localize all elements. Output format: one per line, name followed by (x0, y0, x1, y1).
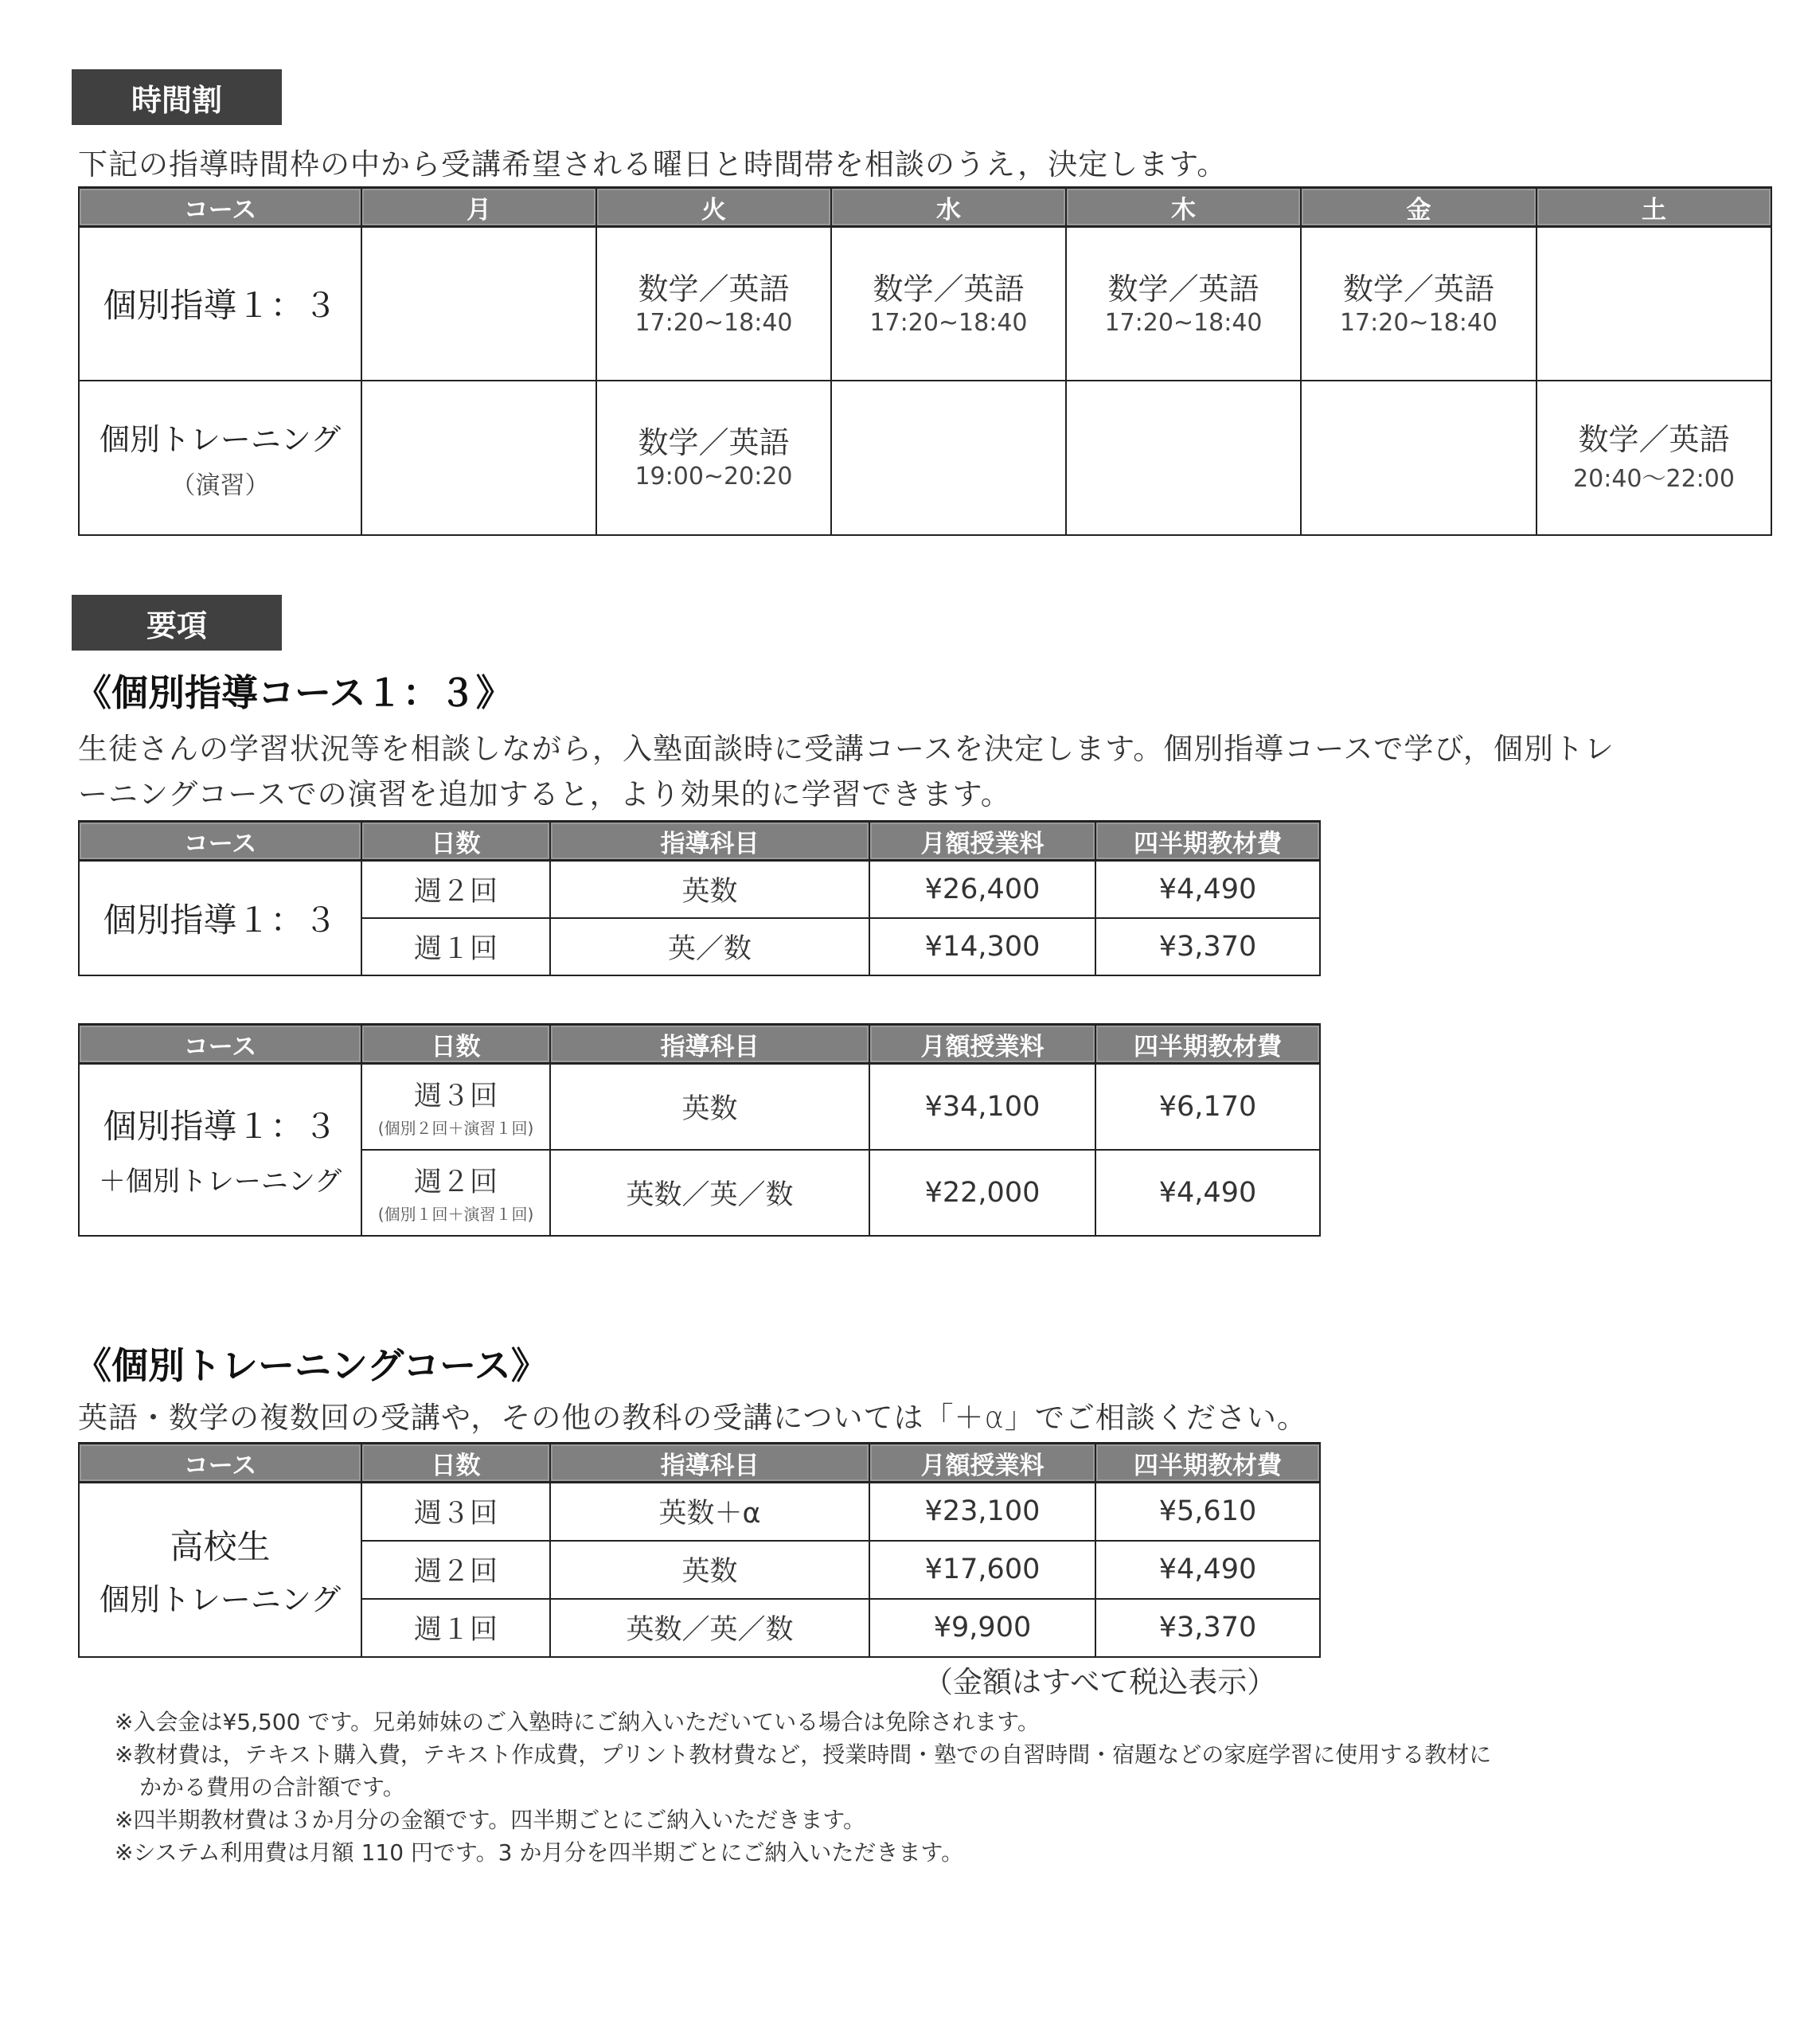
header-days: 日数 (361, 822, 550, 861)
timetable-row (79, 227, 1771, 381)
days-cell (361, 1064, 550, 1150)
course2-description: 英語・数学の複数回の受講や，その他の教科の受講については「＋α」でご相談ください。 (78, 1401, 1307, 1435)
fee-table-individual (78, 820, 1321, 976)
days-cell (361, 1150, 550, 1236)
footnote-material-fee-continued: かかる費用の合計額です。 (139, 1774, 405, 1800)
slot-subject: 数学／英語 (638, 272, 790, 307)
header-tue: 火 (596, 188, 831, 227)
monthly-fee-cell: ¥34,100 (869, 1064, 1095, 1150)
slot-cell (361, 381, 596, 535)
slot-time: 17:20~18:40 (635, 308, 793, 337)
fee-table-header-row (79, 822, 1320, 861)
header-fri: 金 (1301, 188, 1537, 227)
table-row (79, 861, 1320, 918)
subjects-cell: 英数 (550, 1541, 869, 1599)
course-grade: 高校生 (170, 1526, 271, 1566)
monthly-fee-cell: ¥23,100 (869, 1483, 1095, 1541)
course-name: 個別指導１：３ (103, 286, 338, 326)
material-fee-cell: ¥4,490 (1095, 1150, 1320, 1236)
header-subjects: 指導科目 (550, 1444, 869, 1483)
fee-table-training (78, 1442, 1321, 1658)
days-cell: 週１回 (361, 918, 550, 975)
course-cell (79, 1064, 361, 1236)
fee-table-header-row (79, 1444, 1320, 1483)
slot-subject: 数学／英語 (1107, 272, 1259, 307)
course-cell (79, 381, 361, 535)
header-monthly-fee: 月額授業料 (869, 1444, 1095, 1483)
section-label-timetable: 時間割 (72, 69, 282, 125)
slot-cell (1301, 227, 1537, 381)
footnote-entrance-fee: ※入会金は¥5,500 です。兄弟姉妹のご入塾時にご納入いただいている場合は免除されます。 (115, 1709, 1040, 1735)
course-name-addon: ＋個別トレーニング (98, 1166, 342, 1198)
slot-subject: 数学／英語 (1342, 272, 1494, 307)
course-cell (79, 861, 361, 975)
material-fee-cell: ¥6,170 (1095, 1064, 1320, 1150)
timetable-intro: 下記の指導時間枠の中から受講希望される曜日と時間帯を相談のうえ，決定します。 (78, 147, 1228, 182)
header-course: コース (79, 1025, 361, 1064)
course-subtitle: （演習） (170, 471, 270, 500)
course-cell (79, 1483, 361, 1657)
monthly-fee-cell: ¥14,300 (869, 918, 1095, 975)
slot-time: 17:20~18:40 (1339, 308, 1498, 337)
monthly-fee-cell: ¥9,900 (869, 1599, 1095, 1657)
days-cell: 週２回 (361, 1541, 550, 1599)
monthly-fee-cell: ¥22,000 (869, 1150, 1095, 1236)
days-value: 週３回 (413, 1081, 498, 1113)
footnotes (115, 1706, 1491, 1869)
course-cell (79, 227, 361, 381)
material-fee-cell: ¥3,370 (1095, 1599, 1320, 1657)
days-detail: (個別１回＋演習１回) (377, 1205, 534, 1224)
slot-time: 17:20~18:40 (1104, 308, 1263, 337)
slot-cell (596, 227, 831, 381)
days-cell: 週２回 (361, 861, 550, 918)
table-row (79, 1483, 1320, 1541)
subjects-cell: 英数／英／数 (550, 1599, 869, 1657)
header-subjects: 指導科目 (550, 1025, 869, 1064)
material-fee-cell: ¥4,490 (1095, 1541, 1320, 1599)
timetable-row (79, 381, 1771, 535)
subjects-cell: 英数 (550, 1064, 869, 1150)
subjects-cell: 英数＋α (550, 1483, 869, 1541)
header-course: コース (79, 822, 361, 861)
slot-time: 20:40～22:00 (1573, 465, 1735, 494)
slot-subject: 数学／英語 (638, 425, 790, 461)
subjects-cell: 英数 (550, 861, 869, 918)
fee-table-header-row (79, 1025, 1320, 1064)
course-name: 個別トレーニング (99, 1581, 342, 1617)
days-cell: 週３回 (361, 1483, 550, 1541)
header-days: 日数 (361, 1444, 550, 1483)
course1-description-line2: ーニングコースでの演習を追加すると，より効果的に学習できます。 (78, 777, 1011, 811)
header-wed: 水 (831, 188, 1066, 227)
material-fee-cell: ¥5,610 (1095, 1483, 1320, 1541)
slot-subject: 数学／英語 (873, 272, 1025, 307)
course1-heading: 《個別指導コース１：３》 (75, 671, 513, 714)
material-fee-cell: ¥4,490 (1095, 861, 1320, 918)
header-course: コース (79, 188, 361, 227)
days-cell: 週１回 (361, 1599, 550, 1657)
section-label-requirements: 要項 (72, 595, 282, 651)
material-fee-cell: ¥3,370 (1095, 918, 1320, 975)
days-value: 週２回 (413, 1167, 498, 1198)
fee-table-individual-plus-training (78, 1023, 1321, 1237)
course-name: 個別指導１：３ (103, 1107, 338, 1147)
monthly-fee-cell: ¥26,400 (869, 861, 1095, 918)
course-name: 個別指導１：３ (103, 900, 338, 940)
subjects-cell: 英数／英／数 (550, 1150, 869, 1236)
footnote-material-fee: ※教材費は，テキスト購入費，テキスト作成費，プリント教材費など，授業時間・塾での自習時間・宿題などの家庭学習に使用する教材に (115, 1741, 1492, 1768)
slot-subject: 数学／英語 (1578, 421, 1730, 457)
footnote-system-fee: ※システム利用費は月額 110 円です。3 か月分を四半期ごとにご納入いただきます。 (115, 1839, 964, 1866)
days-detail: (個別２回＋演習１回) (377, 1119, 534, 1139)
header-monthly-fee: 月額授業料 (869, 822, 1095, 861)
timetable (78, 186, 1772, 536)
monthly-fee-cell: ¥17,600 (869, 1541, 1095, 1599)
slot-cell (361, 227, 596, 381)
header-subjects: 指導科目 (550, 822, 869, 861)
slot-cell (1537, 227, 1771, 381)
course2-heading: 《個別トレーニングコース》 (75, 1344, 548, 1387)
slot-time: 17:20~18:40 (869, 308, 1028, 337)
header-quarterly-material-fee: 四半期教材費 (1095, 1444, 1320, 1483)
slot-cell (831, 381, 1066, 535)
slot-cell (1066, 227, 1301, 381)
slot-cell (596, 381, 831, 535)
header-quarterly-material-fee: 四半期教材費 (1095, 1025, 1320, 1064)
subjects-cell: 英／数 (550, 918, 869, 975)
course-name: 個別トレーニング (99, 421, 342, 457)
slot-cell (1301, 381, 1537, 535)
header-thu: 木 (1066, 188, 1301, 227)
header-mon: 月 (361, 188, 596, 227)
header-days: 日数 (361, 1025, 550, 1064)
slot-cell (1537, 381, 1771, 535)
course1-description-line1: 生徒さんの学習状況等を相談しながら，入塾面談時に受講コースを決定します。個別指導コースで学び，個別トレ (78, 732, 1615, 766)
header-course: コース (79, 1444, 361, 1483)
footnote-quarterly-fee: ※四半期教材費は３か月分の金額です。四半期ごとにご納入いただきます。 (115, 1807, 865, 1833)
timetable-header-row (79, 188, 1771, 227)
slot-cell (1066, 381, 1301, 535)
table-row (79, 1064, 1320, 1150)
tax-note: （金額はすべて税込表示） (923, 1665, 1277, 1699)
header-sat: 土 (1537, 188, 1771, 227)
slot-cell (831, 227, 1066, 381)
header-quarterly-material-fee: 四半期教材費 (1095, 822, 1320, 861)
slot-time: 19:00~20:20 (635, 462, 793, 490)
header-monthly-fee: 月額授業料 (869, 1025, 1095, 1064)
